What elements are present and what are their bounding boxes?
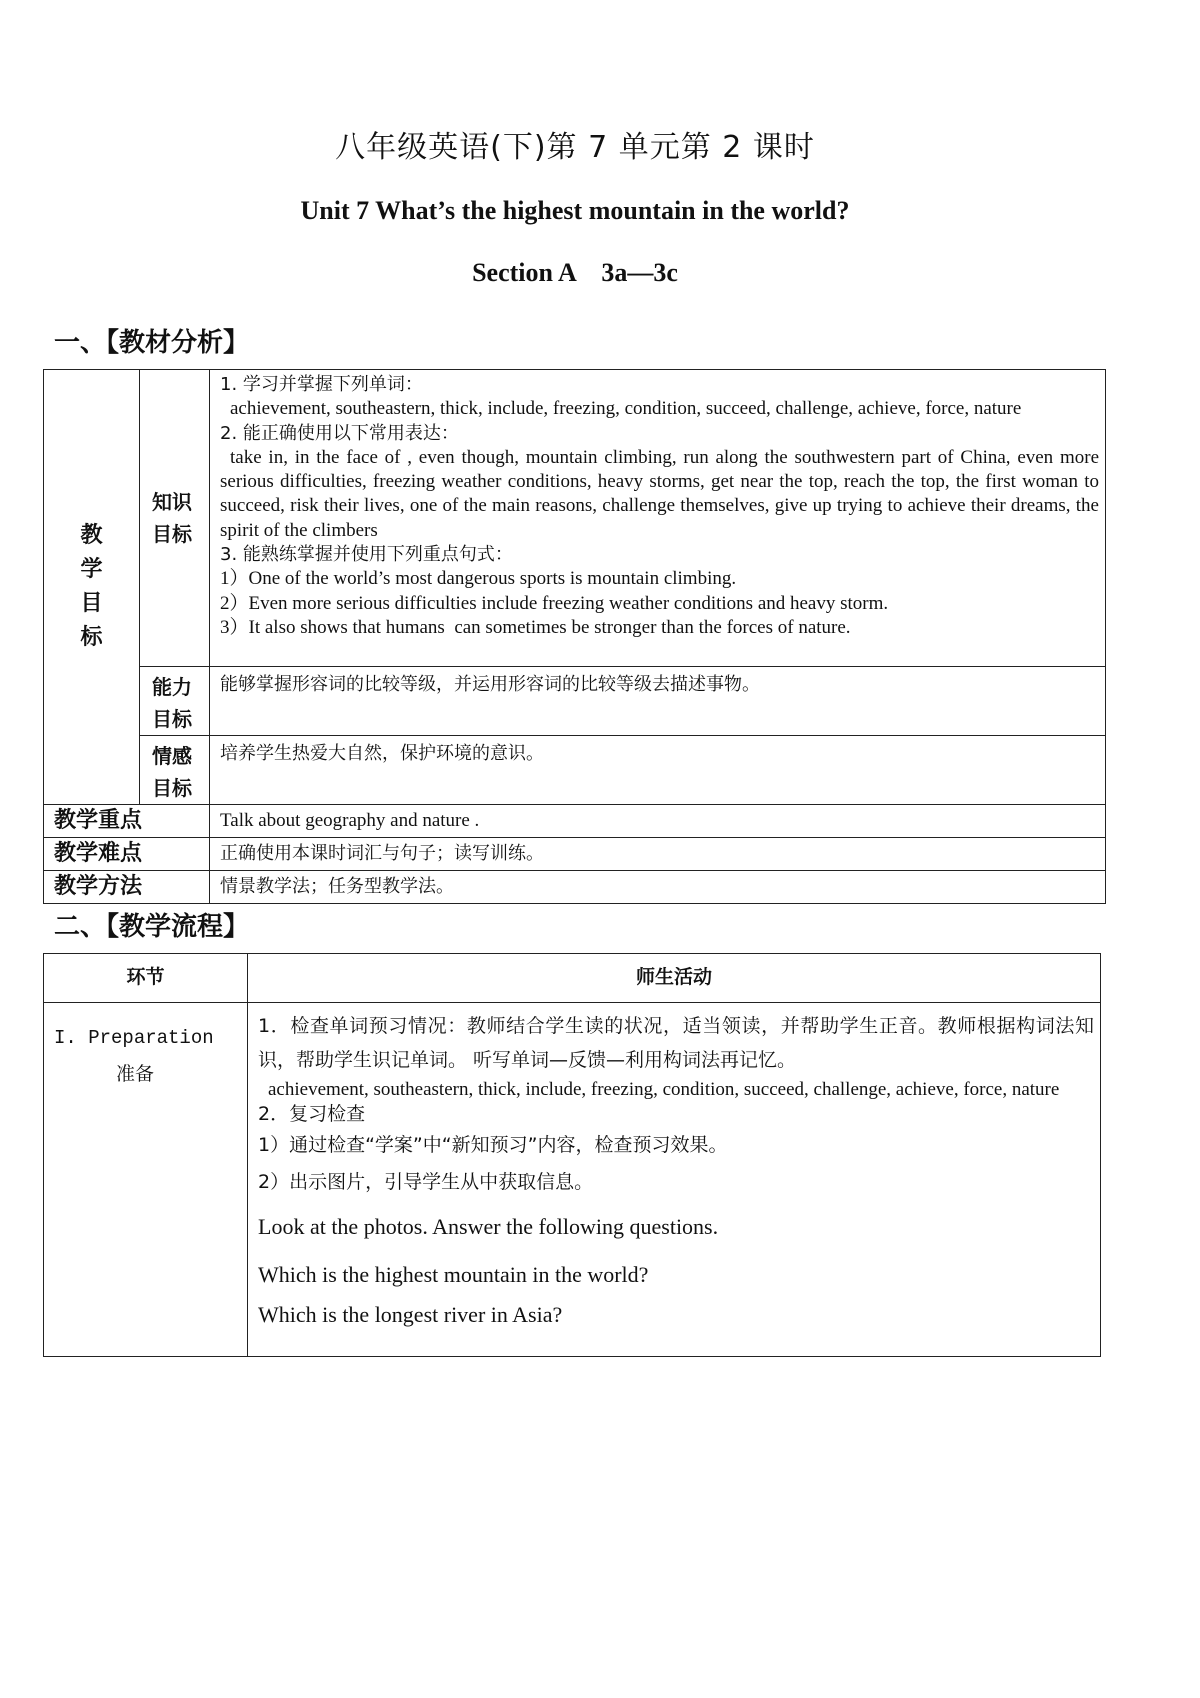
section-heading-analysis: 一、【教材分析】 (54, 328, 250, 358)
item-title: 3. 能熟练掌握并使用下列重点句式： (220, 544, 513, 566)
vocabulary-list: achievement, southeastern, thick, include, freezing, condition, succeed, challenge, achieve, force, nature (230, 398, 1022, 420)
key-sentence: 2）Even more serious difficulties include freezing weather conditions and heavy storm. (220, 592, 889, 614)
label-line: 能力 (152, 675, 192, 699)
label-line: 目标 (152, 522, 192, 546)
vocabulary-list: achievement, southeastern, thick, include, freezing, condition, succeed, challenge, achieve, force, nature (268, 1079, 1060, 1100)
analysis-table (43, 369, 1106, 904)
ability-goal-label (140, 667, 210, 736)
goal-char: 教 (80, 523, 103, 548)
method-content: 情景教学法；任务型教学法。 (210, 871, 1106, 904)
activity-step: 1．检查单词预习情况：教师结合学生读的状况，适当领读，并帮助学生正音。教师根据构词法知识，帮助学生识记单词。 听写单词—反馈—利用构词法再记忆。 (258, 1015, 1094, 1071)
section-heading-process: 二、【教学流程】 (54, 912, 250, 942)
goal-char: 目 (80, 591, 103, 616)
column-header-activity: 师生活动 (248, 954, 1101, 1003)
stage-name-en: I. Preparation (54, 1027, 214, 1049)
activity-step: 2）出示图片，引导学生从中获取信息。 (258, 1171, 594, 1193)
goal-char: 学 (80, 557, 103, 582)
section-title: Section A 3a—3c (472, 258, 678, 287)
key-point-content: Talk about geography and nature . (210, 805, 1106, 838)
label-line: 目标 (152, 776, 192, 800)
key-sentence: 3）It also shows that humans can sometimes be stronger than the forces of nature. (220, 616, 851, 638)
emotion-goal-content: 培养学生热爱大自然，保护环境的意识。 (210, 736, 1106, 805)
goal-char: 标 (80, 625, 103, 650)
difficult-point-label: 教学难点 (44, 838, 210, 871)
key-sentence: 1）One of the world’s most dangerous sports is mountain climbing. (220, 568, 737, 590)
activity-prompt: Look at the photos. Answer the following questions. (258, 1214, 719, 1239)
knowledge-goal-label (140, 370, 210, 667)
teaching-goal-label (44, 370, 140, 805)
column-header-stage: 环节 (44, 954, 248, 1003)
knowledge-goal-content (210, 370, 1106, 667)
activity-cell (248, 1003, 1101, 1357)
activity-step: 2．复习检查 (258, 1103, 366, 1125)
key-point-label: 教学重点 (44, 805, 210, 838)
stage-name-cn: 准备 (116, 1063, 155, 1085)
method-label: 教学方法 (44, 871, 210, 904)
document-title: 八年级英语(下)第 7 单元第 2 课时 (335, 130, 815, 165)
unit-title: Unit 7 What’s the highest mountain in the world? (300, 196, 850, 225)
label-line: 目标 (152, 707, 192, 731)
difficult-point-content: 正确使用本课时词汇与句子；读写训练。 (210, 838, 1106, 871)
item-title: 1. 学习并掌握下列单词： (220, 374, 423, 395)
question: Which is the longest river in Asia? (258, 1302, 563, 1327)
phrase-list: take in, in the face of , even though, mountain climbing, run along the southwestern part of China, even more serious difficulties, freezing weather conditions, heavy storms, get near the top, reach the top, the first woman to succeed, risk their lives, one of the main reasons, challenge themselves, give up trying to achieve their dreams, the spirit of the climbers (220, 446, 1099, 541)
label-line: 知识 (152, 490, 192, 514)
question: Which is the highest mountain in the world? (258, 1262, 649, 1287)
label-line: 情感 (152, 744, 192, 768)
emotion-goal-label (140, 736, 210, 805)
stage-cell (44, 1003, 248, 1357)
process-table (43, 953, 1101, 1357)
ability-goal-content: 能够掌握形容词的比较等级，并运用形容词的比较等级去描述事物。 (210, 667, 1106, 736)
item-title: 2. 能正确使用以下常用表达： (220, 422, 459, 444)
activity-step: 1）通过检查“学案”中“新知预习”内容，检查预习效果。 (258, 1134, 728, 1156)
